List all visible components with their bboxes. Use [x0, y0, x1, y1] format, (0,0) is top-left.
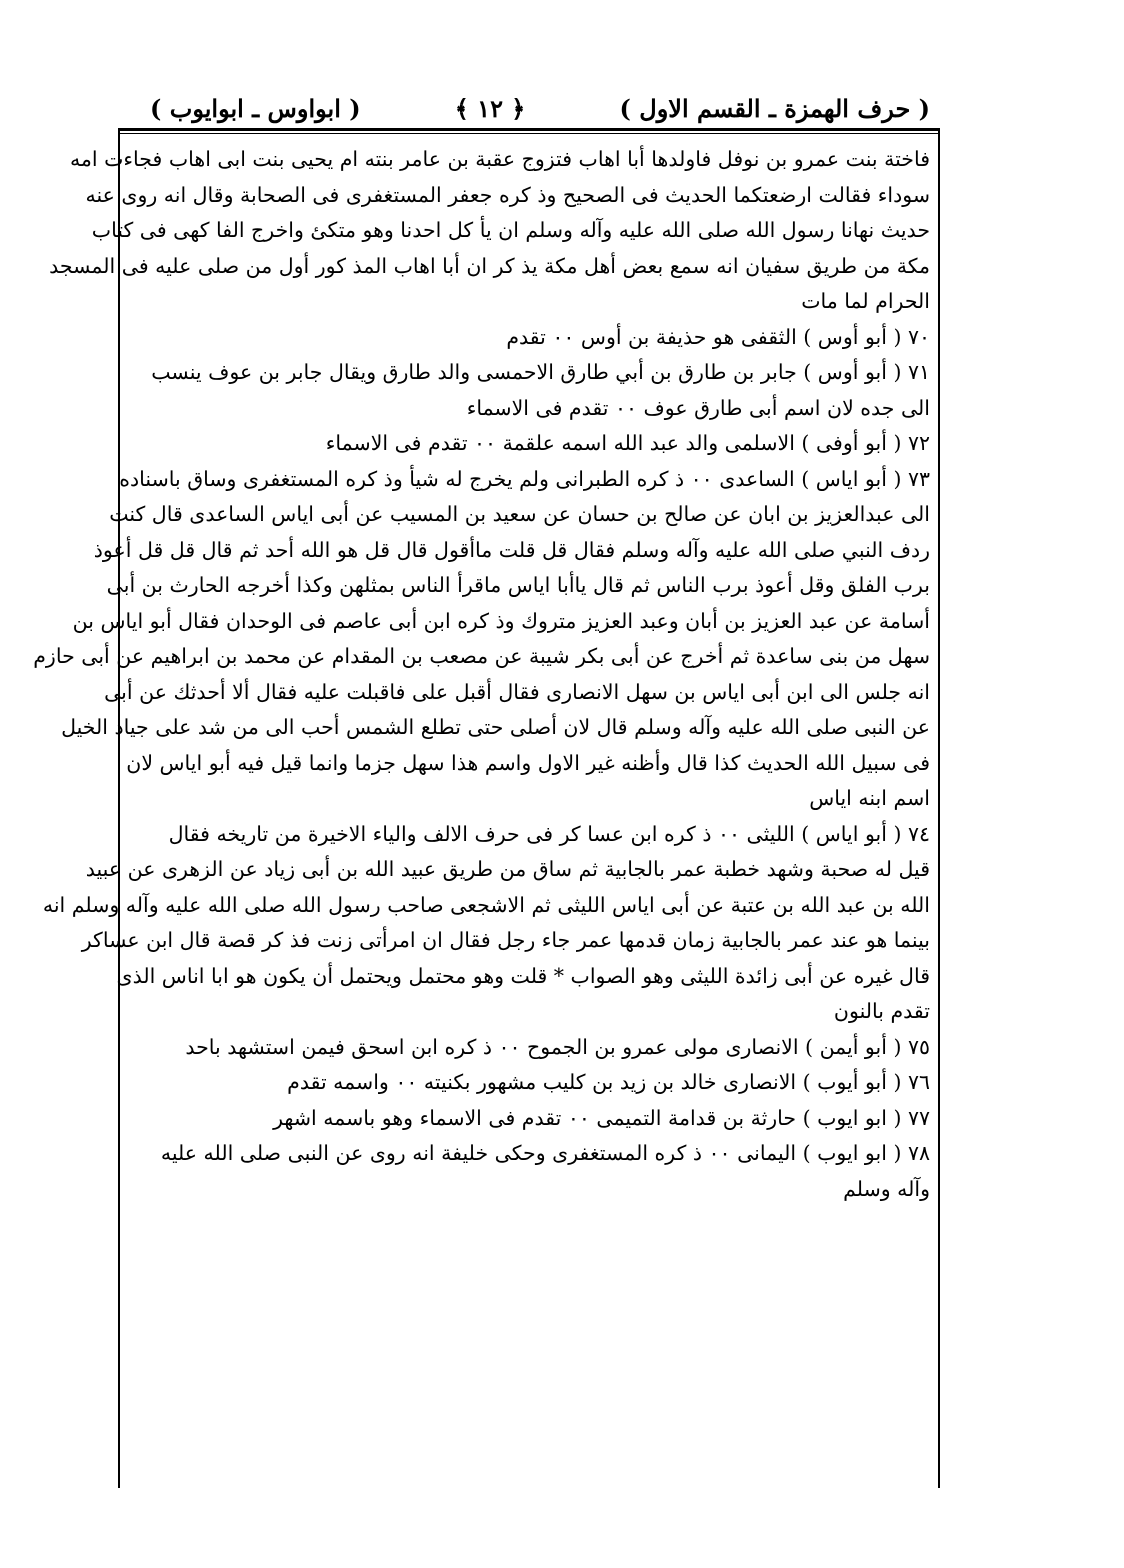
- text-line: ردف النبي صلى الله عليه وآله وسلم فقال قل قلت ماأقول قال قل هو الله أحد ثم قال قل قل أعوذ: [93, 537, 930, 562]
- frame-right-rule: [938, 128, 940, 1488]
- text-line: ٧٤ ( أبو اياس ) الليثى ٠٠ ذ كره ابن عسا كر فى حرف الالف والياء الاخيرة من تاريخه فقال: [168, 821, 930, 846]
- header-rule: [120, 128, 940, 131]
- header-range: ( ابواوس ـ ابوايوب ): [150, 93, 361, 123]
- text-line: الى عبدالعزيز بن ابان عن صالح بن حسان عن سعيد بن المسيب عن أبى اياس الساعدى قال كنت: [109, 502, 930, 526]
- text-line: عن النبى صلى الله عليه وآله وسلم قال لان أصلى حتى تطلع الشمس أحب الى من شد على جياد الخيل: [61, 715, 930, 739]
- text-line: فاختة بنت عمرو بن نوفل فاولدها أبا اهاب فتزوج عقبة بن عامر بنته ام يحيى بنت ابى اهاب فجاءت امه: [69, 147, 930, 171]
- text-line: برب الفلق وقل أعوذ برب الناس ثم قال ياأبا اياس ماقرأ الناس بمثلهن وكذا أخرجه الحارث بن أبى: [106, 573, 930, 597]
- text-line: ٧٠ ( أبو أوس ) الثقفى هو حذيفة بن أوس ٠٠ تقدم: [506, 324, 930, 349]
- text-line: ٧٢ ( أبو أوفى ) الاسلمى والد عبد الله اسمه علقمة ٠٠ تقدم فى الاسماء: [325, 431, 930, 455]
- text-line: انه جلس الى ابن أبى اياس بن سهل الانصارى فقال أقبل على فاقبلت عليه فقال ألا أحدثك عن أبى: [104, 679, 930, 704]
- text-line: ٧١ ( أبو أوس ) جابر بن طارق بن أبي طارق الاحمسى والد طارق ويقال جابر بن عوف ينسب: [151, 360, 930, 384]
- text-line: حديث نهانا رسول الله صلى الله عليه وآله وسلم ان يأ كل احدنا وهو متكئ واخرج الفا كهى فى كتاب: [91, 218, 930, 242]
- text-line: سوداء فقالت ارضعتكما الحديث فى الصحيح وذ كره جعفر المستغفرى فى الصحابة وقال انه روى عنه: [85, 182, 930, 207]
- text-line: بينما هو عند عمر بالجابية زمان قدمها عمر جاء رجل فقال ان امرأتى زنت فذ كر قصة قال ابن عساكر: [81, 928, 930, 952]
- page-number: ﴿ ١٢ ﴾: [454, 93, 526, 123]
- page-body: [33, 142, 930, 1207]
- text-line: سهل من بنى ساعدة ثم أخرج عن أبى بكر شيبة عن مصعب بن المقدام عن محمد بن ابراهيم عن أبى حازم: [33, 644, 930, 668]
- text-line: ٧٦ ( أبو أيوب ) الانصارى خالد بن زيد بن كليب مشهور بكنيته ٠٠ واسمه تقدم: [287, 1070, 930, 1094]
- text-line: قيل له صحبة وشهد خطبة عمر بالجابية ثم ساق من طريق عبيد الله بن أبى زياد عن الزهرى عن عبيد: [85, 857, 930, 881]
- text-line: ٧٣ ( أبو اياس ) الساعدى ٠٠ ذ كره الطبرانى ولم يخرج له شيأ وذ كره المستغفرى وساق باسناده: [119, 466, 930, 491]
- text-line: اسم ابنه اياس: [809, 786, 930, 810]
- text-line: وآله وسلم: [843, 1176, 930, 1201]
- header-rule-thin: [118, 133, 940, 134]
- frame-left-rule: [118, 128, 120, 1488]
- text-line: ٧٧ ( ابو ايوب ) حارثة بن قدامة التميمى ٠٠ تقدم فى الاسماء وهو باسمه اشهر: [273, 1105, 930, 1130]
- text-line: تقدم بالنون: [833, 999, 930, 1023]
- text-line: الحرام لما مات: [801, 289, 930, 313]
- text-line: مكة من طريق سفيان انه سمع بعض أهل مكة يذ كر ان أبا اهاب المذ كور أول من صلى عليه فى المسجد: [49, 253, 930, 278]
- page-header: [150, 86, 930, 130]
- text-line: فى سبيل الله الحديث كذا قال وأظنه غير الاول واسم هذا سهل جزما وانما قيل فيه أبو اياس لان: [126, 750, 930, 775]
- text-line: قال غيره عن أبى زائدة الليثى وهو الصواب * قلت وهو محتمل ويحتمل أن يكون هو ابا اناس الذى: [116, 963, 930, 988]
- text-line: ٧٥ ( أبو أيمن ) الانصارى مولى عمرو بن الجموح ٠٠ ذ كره ابن اسحق فيمن استشهد باحد: [185, 1034, 930, 1059]
- text-line: الله بن عبد الله بن عتبة عن أبى اياس الليثى ثم الاشجعى صاحب رسول الله صلى الله عليه وآله وسلم انه: [42, 892, 930, 917]
- header-chapter: ( حرف الهمزة ـ القسم الاول ): [619, 93, 930, 123]
- text-line: الى جده لان اسم أبى طارق عوف ٠٠ تقدم فى الاسماء: [466, 395, 930, 420]
- text-line: أسامة عن عبد العزيز بن أبان وعبد العزيز متروك وذ كره ابن أبى عاصم فى الوحدان فقال أبو اياس بن: [72, 608, 930, 633]
- text-line: ٧٨ ( ابو ايوب ) اليمانى ٠٠ ذ كره المستغفرى وحكى خليفة انه روى عن النبى صلى الله عليه: [160, 1141, 930, 1165]
